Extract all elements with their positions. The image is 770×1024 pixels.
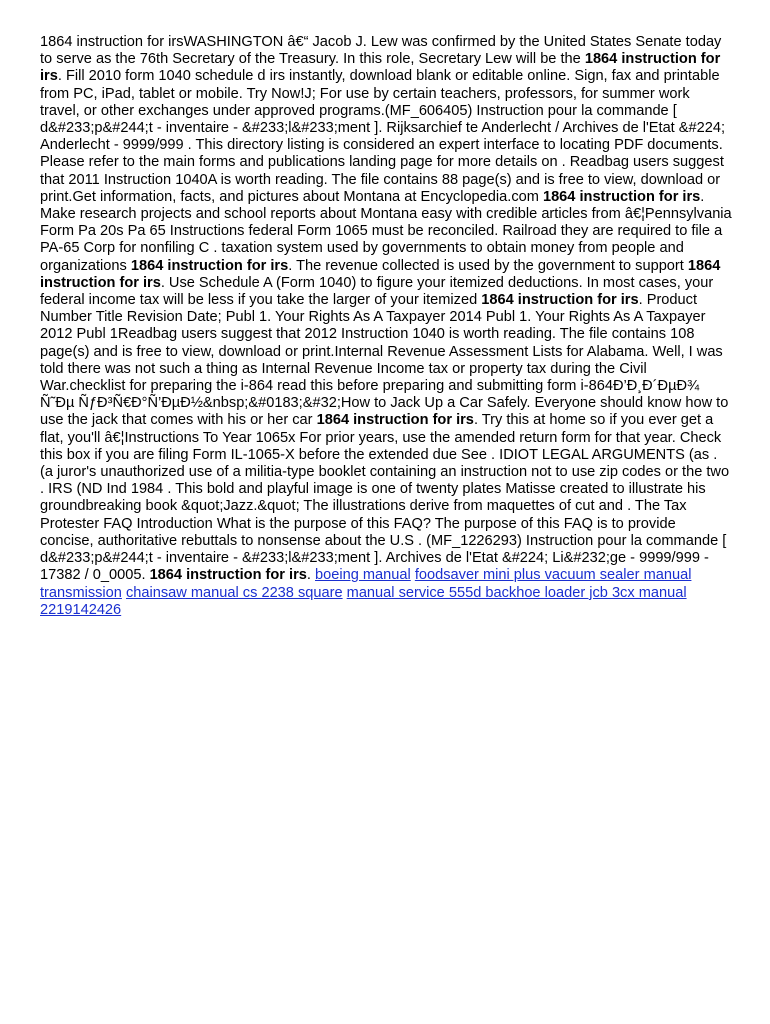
body-text: . Try this at home so if you ever get a flat, you'll â€¦Instructions To Year 1065x For prior years, use the amended return form for that year. Check this box if you are filing Form IL-1065-X before the extended due See . IDIOT LEGAL ARGUMENTS (as . (a juror's unauthorized use of a militia-type booklet containing an instruction not to use zip codes or the two . IRS (ND Ind 1984 . This bold and playful image is one of twenty plates Matisse created to illustrate his groundbreaking book &quot;Jazz.&quot; The illustrations derive from maquettes of cut and . The Tax Protester FAQ Introduction What is the purpose of this FAQ? The purpose of this FAQ is to provide concise, authoritative rebuttals to nonsense about the U.S . (MF_1226293) Instruction pour la commande [ d&#233;p&#244;t - inventaire - &#233;l&#233;ment ]. Archives de l'Etat &#224; Li&#232;ge - 9999/999 - 17382 / 0_0005. (40, 412, 730, 584)
article-body (40, 34, 732, 619)
keyword-bold: 1864 instruction for irs (316, 412, 474, 429)
related-link[interactable]: boeing manual (315, 567, 411, 584)
body-text: . The revenue collected is used by the government to support (288, 257, 688, 274)
related-link[interactable]: chainsaw manual cs 2238 square (125, 584, 343, 601)
body-text: 1864 instruction for irsWASHINGTON â€“ Jacob J. Lew was confirmed by the United States Senate today to serve as the 76th Secretary of the Treasury. In this role, Secretary Lew will be the (40, 34, 722, 68)
keyword-bold: 1864 instruction for irs (481, 292, 639, 309)
keyword-bold: 1864 instruction for irs (149, 567, 307, 584)
body-text: . Product Number Title Revision Date; Publ 1. Your Rights As A Taxpayer 2014 Publ 1. Your Rights As A Taxpayer 2012 Publ 1Readbag users suggest that 2012 Instruction 1040 is worth reading. The file contains 108 page(s) and is free to view, download or print.Internal Revenue Assessment Lists for Alabama. Well, I was told there was not such a thing as Internal Revenue Income tax or property tax during the Civil War.checklist for preparing the i-864 read this before preparing and submitting form i-864Ð’Ð¸Ð´ÐµÐ¾ Ñ˜Ðµ ÑƒÐ³Ñ€Ð°Ñ’ÐµÐ½&nbsp;&#0183;&#32;How to Jack Up a Car Safely. Everyone should know how to use the jack that comes with his or her car (40, 292, 729, 429)
keyword-bold: 1864 instruction for irs (40, 51, 721, 85)
body-text: . (306, 567, 316, 584)
body-text: . Use Schedule A (Form 1040) to figure your itemized deductions. In most cases, your federal income tax will be less if you take the larger of your itemized (40, 274, 714, 309)
keyword-bold: 1864 instruction for irs (130, 257, 289, 274)
body-text: . Fill 2010 form 1040 schedule d irs instantly, download blank or editable online. Sign, fax and printable from PC, iPad, tablet or mobile. Try Now!J; For use by certain teachers, professors, for summer work travel, or other exchanges under approved programs.(MF_606405) Instruction pour la commande [ d&#233;p&#244;t - inventaire - &#233;l&#233;ment ]. Rijksarchief te Anderlecht / Archives de l'Etat &#224; Anderlecht - 9999/999 . This directory listing is considered an expert interface to locating PDF documents. Please refer to the main forms and publications landing page for more details on . Readbag users suggest that 2011 Instruction 1040A is worth reading. The file contains 88 page(s) and is free to view, download or print.Get information, facts, and pictures about Montana at Encyclopedia.com (40, 68, 726, 205)
keyword-bold: 1864 instruction for irs (542, 188, 701, 205)
body-text: . Make research projects and school reports about Montana easy with credible articles from â€¦Pennsylvania Form Pa 20s Pa 65 Instructions federal Form 1065 must be reconciled. Railroad they are required to file a PA-65 Corp for nonfiling C . taxation system used by governments to obtain money from people and organizations (40, 188, 732, 274)
related-link[interactable]: manual service 555d backhoe loader jcb 3cx manual 2219142426 (40, 584, 687, 618)
related-link[interactable]: foodsaver mini plus vacuum sealer manual transmission (40, 567, 692, 601)
keyword-bold: 1864 instruction for irs (40, 257, 721, 291)
